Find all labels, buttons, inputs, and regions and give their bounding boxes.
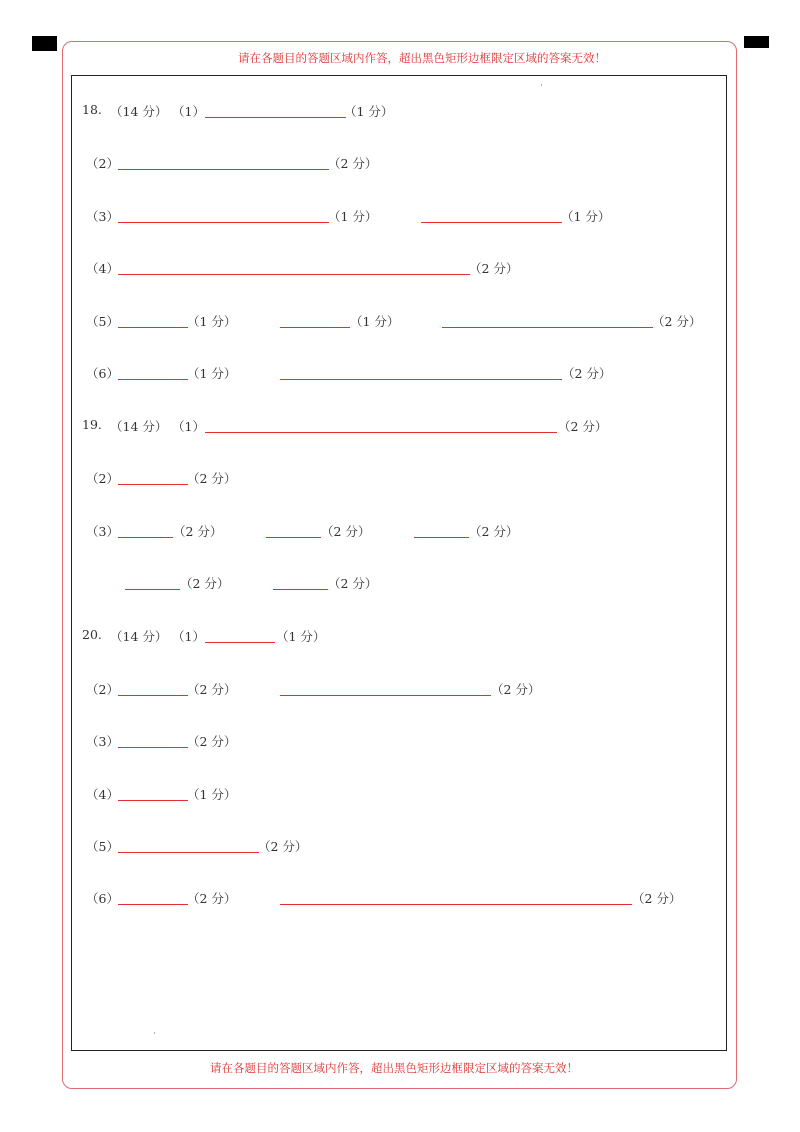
q18-part6-score-2: （2 分） [562,366,612,381]
q19-part1-score: （2 分） [558,419,608,434]
q20-part5-label: （5） [86,839,119,854]
q18-part3-score-2: （1 分） [561,209,611,224]
q19-part3-blank-4[interactable] [125,589,180,590]
q18-part6-score-1: （1 分） [187,366,237,381]
alignment-marker-right [744,36,769,48]
q20-part6-score-2: （2 分） [632,891,682,906]
q18-part5-score-1: （1 分） [187,314,237,329]
q20-part5-score: （2 分） [258,839,308,854]
scan-speck [541,84,542,86]
q18-part3-blank-2[interactable] [421,222,562,223]
q18-part6-label: （6） [86,366,119,381]
q20-part1-blank[interactable] [205,642,275,643]
q20-number: 20. [82,627,102,642]
q19-part2-score: （2 分） [187,471,237,486]
q20-part2-score-1: （2 分） [187,682,237,697]
q18-part4-score: （2 分） [469,261,519,276]
q20-part2-blank-1[interactable] [118,695,188,696]
q20-part4-label: （4） [86,787,119,802]
q18-part5-blank-2[interactable] [280,327,350,328]
q18-part3-label: （3） [86,209,119,224]
q18-total-score: （14 分） [110,104,168,119]
q18-part3-score-1: （1 分） [328,209,378,224]
q19-part2-blank[interactable] [118,484,188,485]
q20-total-score: （14 分） [110,629,168,644]
q20-part3-blank[interactable] [118,747,188,748]
q20-part4-blank[interactable] [118,800,188,801]
q20-part2-label: （2） [86,682,119,697]
alignment-marker-left [32,36,57,51]
q18-part2-blank[interactable] [118,169,329,170]
warning-text-bottom: 请在各题目的答题区域内作答，超出黑色矩形边框限定区域的答案无效！ [210,1061,578,1075]
q18-part5-blank-3[interactable] [442,327,653,328]
q19-total-score: （14 分） [110,419,168,434]
q18-part6-blank-2[interactable] [280,379,562,380]
q18-part5-label: （5） [86,314,119,329]
q20-part6-blank-2[interactable] [280,904,632,905]
q20-part6-blank-1[interactable] [118,904,188,905]
q18-part5-score-2: （1 分） [350,314,400,329]
q20-part4-score: （1 分） [187,787,237,802]
q19-part2-label: （2） [86,471,119,486]
q19-part3-score-3: （2 分） [469,524,519,539]
q18-part5-score-3: （2 分） [652,314,702,329]
q18-part4-blank[interactable] [118,274,470,275]
warning-text-top: 请在各题目的答题区域内作答，超出黑色矩形边框限定区域的答案无效！ [238,51,606,65]
q18-number: 18. [82,102,102,117]
q19-part1-label: （1） [172,419,205,434]
q20-part6-score-1: （2 分） [187,891,237,906]
q20-part2-blank-2[interactable] [280,695,491,696]
q19-part3-score-2: （2 分） [321,524,371,539]
q18-part1-score: （1 分） [344,104,394,119]
q19-part3-blank-2[interactable] [266,537,321,538]
q19-part3-blank-1[interactable] [118,537,173,538]
q18-part4-label: （4） [86,261,119,276]
q18-part2-score: （2 分） [328,156,378,171]
q20-part1-score: （1 分） [276,629,326,644]
q18-part6-blank-1[interactable] [118,379,188,380]
q18-part5-blank-1[interactable] [118,327,188,328]
q19-part3-label: （3） [86,524,119,539]
q20-part3-label: （3） [86,734,119,749]
q20-part1-label: （1） [172,629,205,644]
q18-part1-blank[interactable] [205,117,346,118]
q20-part3-score: （2 分） [187,734,237,749]
q20-part6-label: （6） [86,891,119,906]
q19-part3-score-5: （2 分） [328,576,378,591]
q18-part3-blank-1[interactable] [118,222,329,223]
q19-part3-score-4: （2 分） [180,576,230,591]
q19-number: 19. [82,417,102,432]
q19-part3-blank-3[interactable] [414,537,469,538]
q19-part3-blank-5[interactable] [273,589,328,590]
scan-speck [154,1032,155,1034]
q18-part2-label: （2） [86,156,119,171]
q18-part1-label: （1） [172,104,205,119]
q20-part5-blank[interactable] [118,852,259,853]
q19-part3-score-1: （2 分） [173,524,223,539]
q19-part1-blank[interactable] [205,432,557,433]
q20-part2-score-2: （2 分） [491,682,541,697]
